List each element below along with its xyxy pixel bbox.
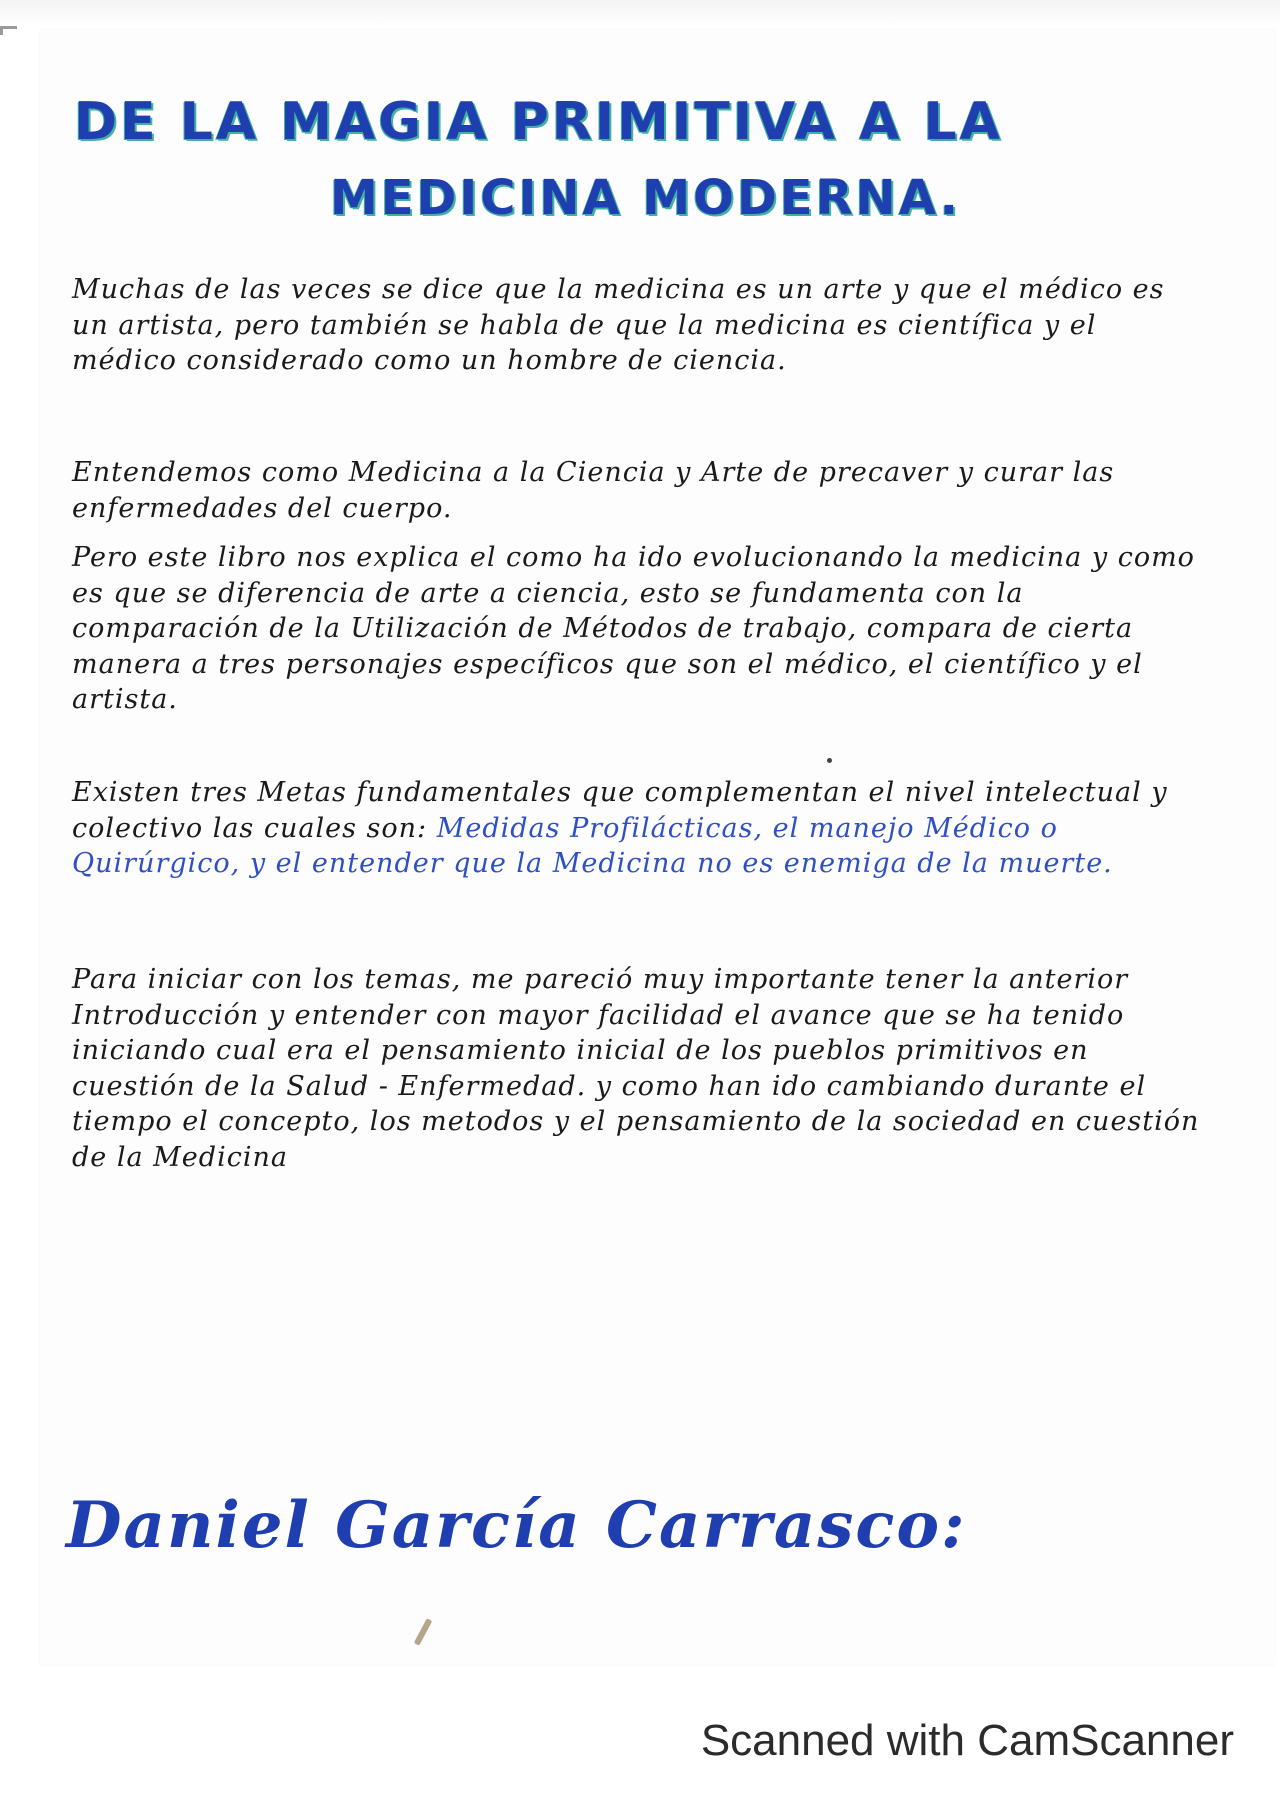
paragraph-4: [72, 775, 1202, 882]
paragraph-5: Para iniciar con los temas, me pareció muy importante tener la anterior Introducción y entender con mayor facilidad el avance que se ha tenido iniciando cual era el pensamiento inicial de los pueblos primitivos en cuestión de la Salud - Enfermedad. y como han ido cambiando durante el tiempo el concepto, los metodos y el pensamiento de la sociedad en cuestión de la Medicina: [72, 964, 1200, 1173]
signature: Daniel García Carrasco:: [66, 1488, 967, 1563]
ink-dot: [827, 758, 832, 763]
paragraph-4-blue: Medidas Profilácticas, el manejo Médico o Quirúrgico, y el entender que la Medicina no es enemiga de la muerte.: [72, 812, 1113, 879]
paragraph-1: Muchas de las veces se dice que la medicina es un arte y que el médico es un artista, pero también se habla de que la medicina es científica y el médico considerado como un hombre de ciencia.: [72, 274, 1165, 376]
paragraph-3: Pero este libro nos explica el como ha ido evolucionando la medicina y como es que se diferencia de arte a ciencia, esto se fundamenta con la comparación de la Utilización de Métodos de trabajo, compara de cierta manera a tres personajes específicos que son el médico, el científico y el artista.: [72, 542, 1195, 715]
scan-corner-mark: [0, 26, 17, 35]
title-line-1: DE LA MAGIA PRIMITIVA A LA: [74, 92, 1003, 152]
scan-edge: [0, 0, 1280, 26]
paragraph-2: Entendemos como Medicina a la Ciencia y Arte de precaver y curar las enfermedades del cuerpo.: [72, 457, 1115, 524]
title-line-2: MEDICINA MODERNA.: [330, 170, 961, 226]
camscanner-watermark: Scanned with CamScanner: [700, 1716, 1234, 1765]
paragraph-4-black: Existen tres Metas fundamentales que complementan el nivel intelectual y colectivo las cuales son:: [72, 777, 1168, 844]
